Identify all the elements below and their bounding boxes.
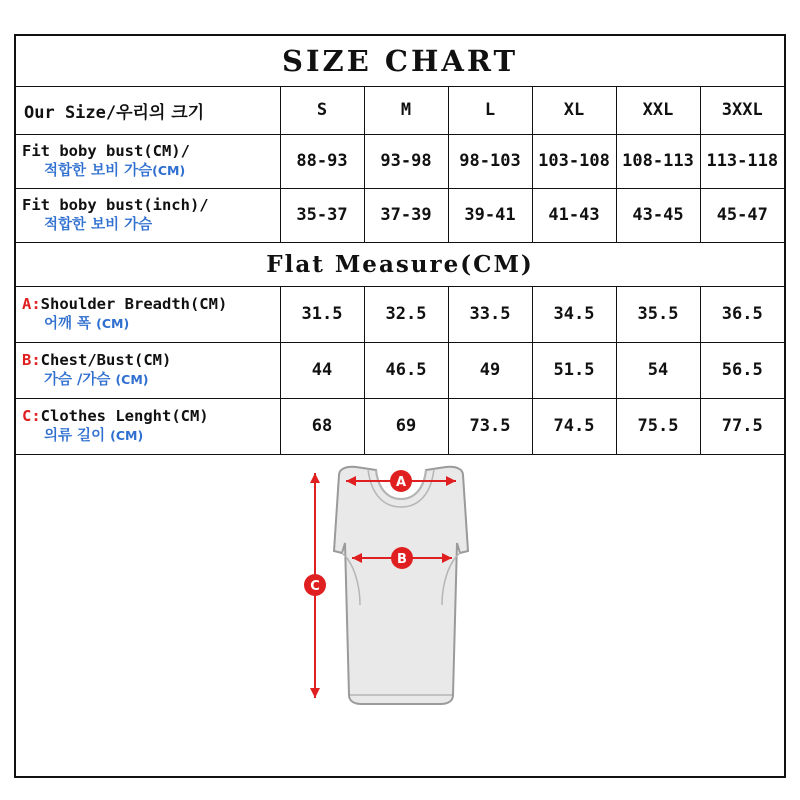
cell-value: 51.5 [532,342,616,398]
size-header-m: M [364,86,448,134]
table-row [16,286,784,342]
row-label-ko: 어깨 폭 (CM) [44,315,130,332]
cell-value: 108-113 [616,134,700,188]
cell-value: 113-118 [700,134,784,188]
size-header-xl: XL [532,86,616,134]
cell-value: 35-37 [280,188,364,242]
cell-value: 36.5 [700,286,784,342]
cell-value: 45-47 [700,188,784,242]
row-label-en: Fit boby bust(CM)/ [22,141,190,160]
row-label-en: A:Shoulder Breadth(CM) [22,294,228,313]
cell-value: 37-39 [364,188,448,242]
cell-value: 44 [280,342,364,398]
cell-value: 93-98 [364,134,448,188]
section-title: Flat Measure(CM) [16,242,784,286]
marker-label-a: A [395,475,407,491]
cell-value: 49 [448,342,532,398]
row-label-fit-bust-inch [16,188,280,242]
row-label-clothes-length [16,398,280,454]
cell-value: 41-43 [532,188,616,242]
cell-value: 35.5 [616,286,700,342]
cell-value: 73.5 [448,398,532,454]
row-label-ko: 의류 길이 (CM) [44,427,144,444]
size-label-ko: 우리의 크기 [116,102,205,123]
table-row [16,188,784,242]
row-label-en: C:Clothes Lenght(CM) [22,406,209,425]
cell-value: 103-108 [532,134,616,188]
marker-label-b: B [397,552,407,568]
cell-value: 31.5 [280,286,364,342]
marker-b: B: [22,350,41,369]
table-row [16,398,784,454]
cell-value: 77.5 [700,398,784,454]
cell-value: 68 [280,398,364,454]
marker-a: A: [22,294,41,313]
table-row [16,342,784,398]
cell-value: 46.5 [364,342,448,398]
marker-label-c: C [310,579,320,595]
size-header-l: L [448,86,532,134]
row-label-en: B:Chest/Bust(CM) [22,350,172,369]
page-title: SIZE CHART [16,36,784,86]
cell-value: 54 [616,342,700,398]
size-chart-table [16,36,784,724]
row-label-shoulder-breadth [16,286,280,342]
table-row [16,134,784,188]
row-label-ko: 적합한 보비 가슴(CM) [44,162,186,179]
cell-value: 33.5 [448,286,532,342]
row-label-chest-bust [16,342,280,398]
cell-value: 75.5 [616,398,700,454]
title-row [16,36,784,86]
size-header-s: S [280,86,364,134]
cell-value: 98-103 [448,134,532,188]
marker-c: C: [22,406,41,425]
row-label-ko: 적합한 보비 가슴 [44,216,153,233]
cell-value: 43-45 [616,188,700,242]
garment-diagram-cell [16,454,784,724]
tank-top-shape [334,467,468,704]
garment-diagram [16,455,784,723]
size-row-label [16,86,280,134]
size-header-3xxl: 3XXL [700,86,784,134]
section-title-row [16,242,784,286]
diagram-row [16,454,784,724]
cell-value: 74.5 [532,398,616,454]
measure-arrow-c [304,473,326,698]
cell-value: 69 [364,398,448,454]
chart-frame [14,34,786,778]
size-label-en: Our Size/ [24,102,117,123]
cell-value: 32.5 [364,286,448,342]
row-label-en: Fit boby bust(inch)/ [22,195,209,214]
cell-value: 34.5 [532,286,616,342]
row-label-ko: 가슴 /가슴 (CM) [44,371,149,388]
row-label-fit-bust-cm [16,134,280,188]
size-header-xxl: XXL [616,86,700,134]
cell-value: 56.5 [700,342,784,398]
header-row [16,86,784,134]
cell-value: 88-93 [280,134,364,188]
tank-top-illustration [16,455,784,723]
cell-value: 39-41 [448,188,532,242]
